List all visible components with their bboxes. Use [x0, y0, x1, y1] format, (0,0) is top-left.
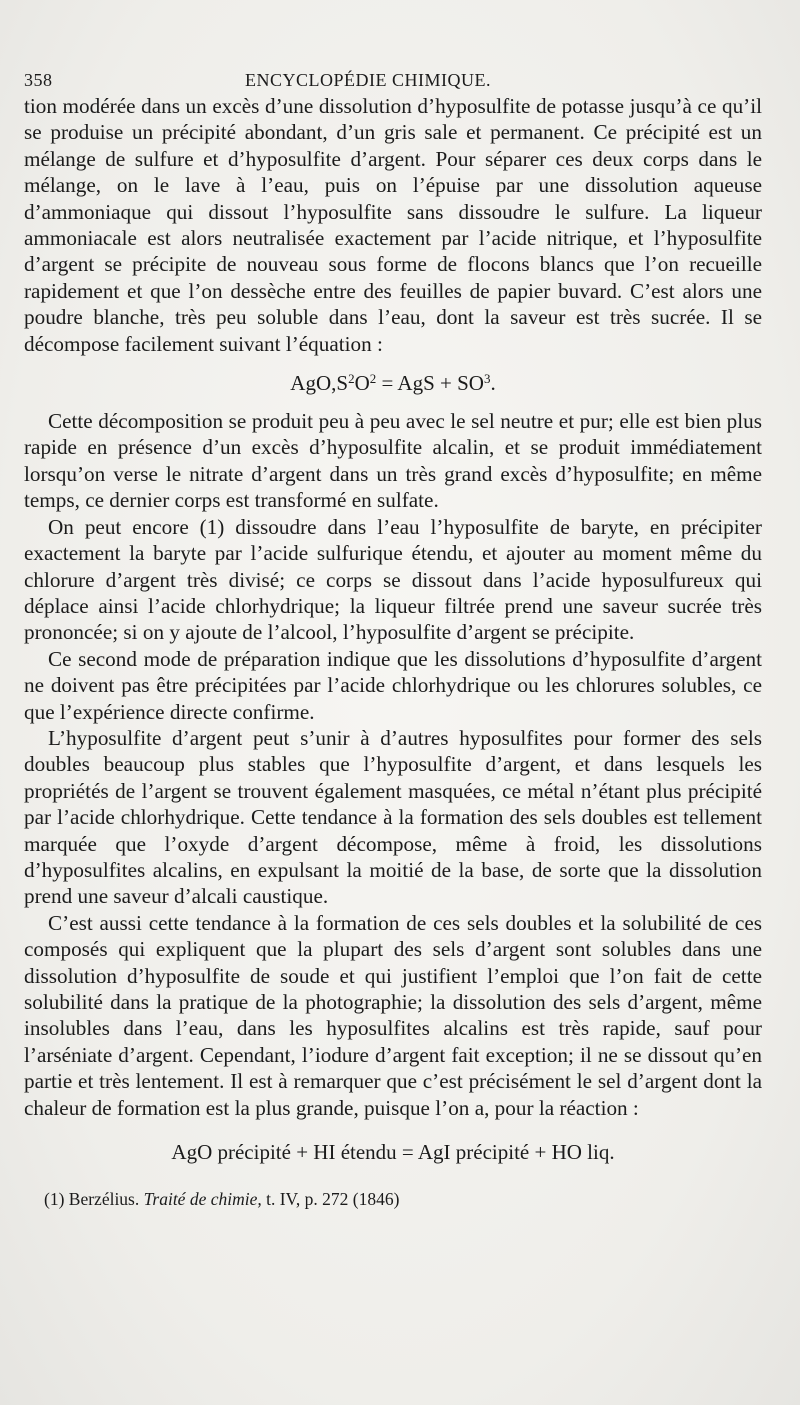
- running-header: [24, 70, 762, 91]
- footnote: [24, 1189, 762, 1210]
- paragraph-6: C’est aussi cette tendance à la formation de ces sels doubles et la solubilité de ces composés qui expliquent que la plupart des sels d’argent sont solubles dans une dissolution d’hyposulfite de soude et qui justifient l’emploi que l’on fait de cette solubilité dans la pratique de la photographie; la dissolution des sels d’argent, même insolubles dans l’eau, dans les hyposulfites alcalins est très rapide, sauf pour l’arséniate d’argent. Cependant, l’iodure d’argent fait exception; il ne se dissout qu’en partie et très lentement. Il est à remarquer que c’est précisément le sel d’argent dont la chaleur de formation est la plus grande, puisque l’on a, pour la réaction :: [24, 910, 762, 1120]
- footnote-marker: (1): [44, 1189, 65, 1210]
- footnote-title: Traité de chimie,: [143, 1189, 262, 1210]
- footnote-details: t. IV, p. 272 (1846): [266, 1189, 400, 1210]
- paragraph-2: Cette décomposition se produit peu à peu avec le sel neutre et pur; elle est bien plus rapide en présence d’un excès d’hyposulfite alcalin, et se produit immédiatement lorsqu’on verse le nitrate d’argent dans un très grand excès d’hyposulfite; en même temps, ce dernier corps est transformé en sulfate.: [24, 409, 762, 513]
- paragraph-3: On peut encore (1) dissoudre dans l’eau l’hyposulfite de baryte, en précipiter exactement la baryte par l’acide sulfurique étendu, et ajouter au moment même du chlorure d’argent très divisé; ce corps se dissout dans l’acide hyposulfureux qui déplace ainsi l’acide chlorhydrique; la liqueur filtrée prend une saveur sucrée très prononcée; si on y ajoute de l’alcool, l’hyposulfite d’argent se précipite.: [24, 514, 762, 645]
- equation-silver-hyposulfite: $AgO,S^2O^2$ = AgS + $SO^3$.: [290, 371, 496, 396]
- page-number: 358: [24, 70, 53, 90]
- paragraph-1: tion modérée dans un excès d’une dissolution d’hyposulfite de potasse jusqu’à ce qu’il se produise un précipité abondant, d’un gris sale et permanent. Ce précipité est un mélange de sulfure et d’hyposulfite d’argent. Pour séparer ces deux corps dans le mélange, on le lave à l’eau, puis on l’épuise par une dissolution aqueuse d’ammoniaque qui dissout l’hyposulfite sans dissoudre le sulfure. La liqueur ammoniacale est alors neutralisée exactement par l’acide nitrique, et l’hyposulfite d’argent se précipite de nouveau sous forme de flocons blancs que l’on recueille rapidement et que l’on dessèche entre des feuilles de papier buvard. C’est alors une poudre blanche, très peu soluble dans l’eau, dont la saveur est très sucrée. Il se décompose facilement suivant l’équation :: [24, 94, 762, 356]
- paragraph-5: L’hyposulfite d’argent peut s’unir à d’autres hyposulfites pour former des sels doubles beaucoup plus stables que l’hyposulfite d’argent, et dans lesquels les propriétés de l’argent se trouvent également masquées, ce métal n’étant plus précipité par l’acide chlorhydrique. Cette tendance à la formation des sels doubles est tellement marquée que l’oxyde d’argent décompose, même à froid, les dissolutions d’hyposulfites alcalins, en expulsant la moitié de la base, de sorte que la dissolution prend une saveur d’alcali caustique.: [24, 725, 762, 909]
- equation-iodide-reaction: AgO précipité + HI étendu = AgI précipité + HO liq.: [171, 1140, 615, 1165]
- paragraph-4: Ce second mode de préparation indique que les dissolutions d’hyposulfite d’argent ne doivent pas être précipitées par l’acide chlorhydrique ou les chlorures solubles, ce que l’expérience directe confirme.: [24, 646, 762, 724]
- page-body: [24, 93, 762, 1165]
- running-title: ENCYCLOPÉDIE CHIMIQUE.: [245, 70, 491, 90]
- footnote-author: Berzélius.: [68, 1189, 140, 1210]
